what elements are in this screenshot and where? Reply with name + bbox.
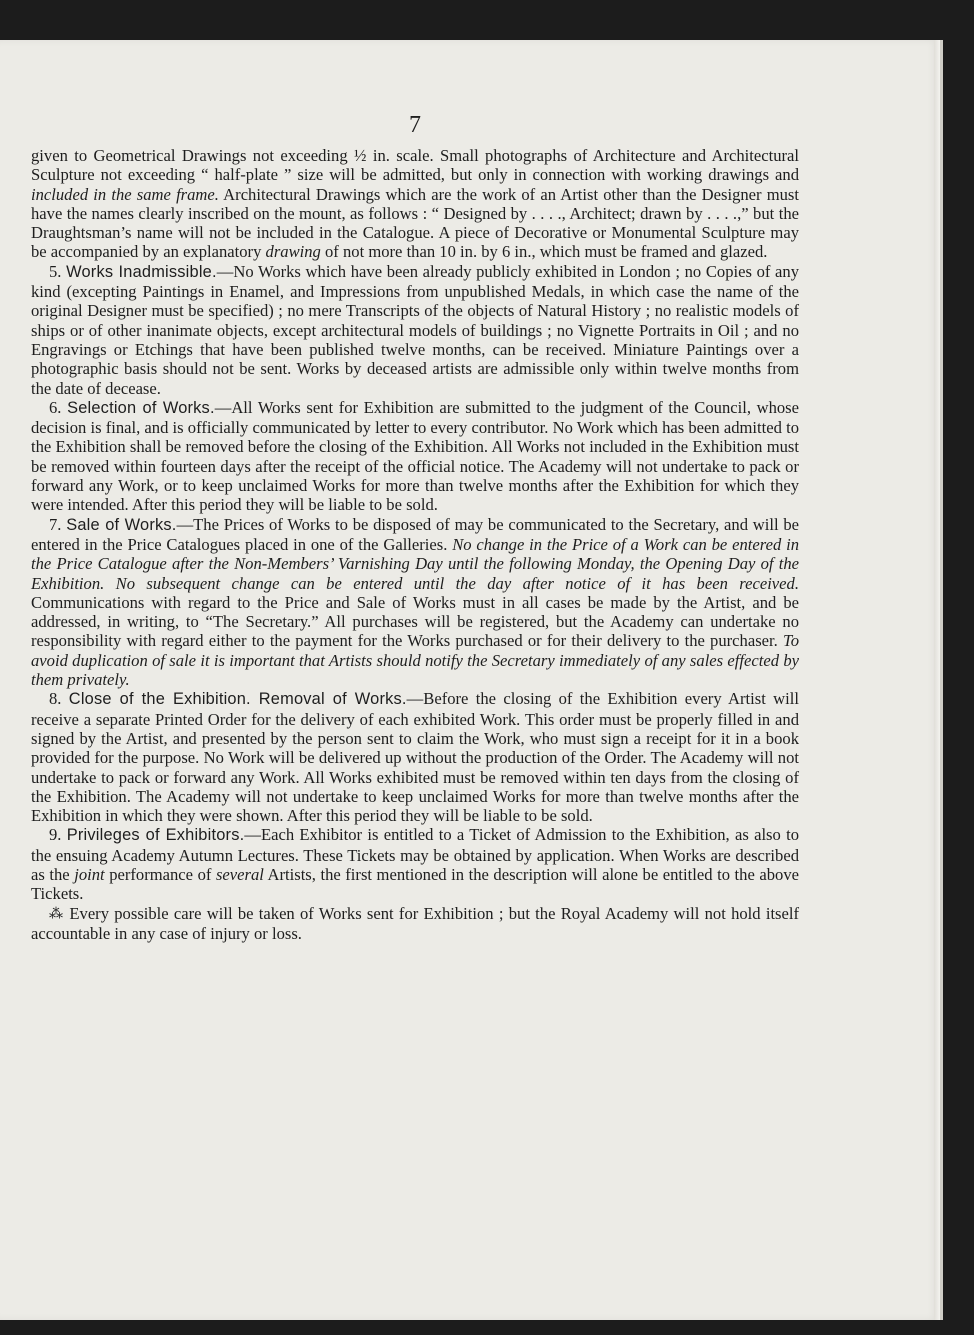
page-number: 7 [409,112,421,138]
section-9-italic-2: several [215,864,264,884]
section-5-body: —No Works which have been already publicly exhibited in London ; no Copies of any kind (excepting Paintings in Enamel, and Impressions from unpublished Medals, in which case the name of the original Designer must be specified) ; no mere Transcripts of the objects of Natural History ; no realistic models of ships or of other inanimate objects, except architectural models of buildings ; no Vignette Portraits in Oil ; and no Engravings or Etchings that have been published twelve months, can be received. Miniature Paintings over a photographic basis should not be sent. Works by deceased artists are admissible only within twelve months from the date of decease. [31,261,800,398]
section-9-italic-1: joint [74,864,105,884]
section-9 [31,825,799,903]
intro-text-4: of not more than 10 in. by 6 in., which must be framed and glazed. [320,242,768,262]
section-7-italic-1: No change in the Price of a Work can be entered in the Price Catalogue after the Non-Members’ Varnishing Day until the following Monday, the Opening Day of the Exhibition. No subsequent change can be entered until the day after notice of it has been received. [31,534,799,593]
asterism-icon: ⁂ [49,906,65,922]
book-page [0,40,943,1320]
intro-fraction: ½ [354,146,367,165]
page-body [31,146,799,943]
section-8-heading: Close of the Exhibition. Removal of Works. [68,690,407,709]
section-9-number: 9. [49,825,62,845]
section-8-body: —Before the closing of the Exhibition every Artist will receive a separate Printed Order for the delivery of each exhibited Work. This order must be properly filled in and signed by the Artist, and presented by the person sent to claim the Work, who must sign a receipt for it in a book provided for the purpose. No Work will be delivered up without the production of the Order. The Academy will not undertake to pack or forward any Work. All Works exhibited must be removed within ten days from the closing of the Exhibition. The Academy will not undertake to keep unclaimed Works for more than twelve months after the Exhibition in which they were shown. After this period they will be liable to be sold. [31,689,800,826]
section-7-text-2: Communications with regard to the Price and Sale of Works must in all cases be made by the Artist, and be addressed, in writing, to “The Secretary.” All purchases will be registered, but the Academy can undertake no responsibility with regard either to the payment for the Works purchased or for their delivery to the purchaser. [31,592,799,651]
section-9-text-3: Artists, the first mentioned in the description will alone be entitled to the above Tickets. [31,864,799,904]
section-7-number: 7. [49,514,62,534]
section-7 [31,515,799,690]
section-8-number: 8. [49,689,62,709]
intro-paragraph [31,146,799,262]
page-edge [934,40,940,1320]
section-6 [31,398,799,515]
care-note-body: Every possible care will be taken of Works sent for Exhibition ; but the Royal Academy will not hold itself accountable in any case of injury or loss. [31,903,800,943]
section-7-italic-2: To avoid duplication of sale it is important that Artists should notify the Secretary immediately of any sales effected by them privately. [31,631,799,690]
intro-text-1: given to Geometrical Drawings not exceeding [31,146,355,165]
section-5 [31,262,799,398]
intro-text-3: Architectural Drawings which are the work of an Artist other than the Designer must have the names clearly inscribed on the mount, as follows : “ Designed by . . . ., Architect; drawn by . . . .,” but the Draughtsman’s name will not be included in the Catalogue. A piece of Decorative or Monumental Sculpture may be accompanied by an explanatory [31,184,799,262]
intro-italic-2: drawing [265,242,321,262]
section-8 [31,689,799,825]
section-5-heading: Works Inadmissible. [66,262,217,281]
section-6-body: —All Works sent for Exhibition are submitted to the judgment of the Council, whose decision is final, and is officially communicated by letter to every contributor. No Work which has been admitted to the Exhibition shall be removed before the closing of the Exhibition. All Works not included in the Exhibition must be removed within fourteen days after the receipt of the official notice. The Academy will not undertake to pack or forward any Work, or to keep unclaimed Works for more than twelve months after the Exhibition for which they were intended. After this period they will be liable to be sold. [31,397,800,515]
care-note [31,904,799,944]
section-6-heading: Selection of Works. [67,398,215,417]
section-9-text-2: performance of [104,864,216,884]
section-7-heading: Sale of Works. [66,515,177,534]
intro-italic-1: included in the same frame. [31,184,219,204]
section-9-heading: Privileges of Exhibitors. [66,826,245,845]
section-9-text-1: —Each Exhibitor is entitled to a Ticket of Admission to the Exhibition, as also to the ensuing Academy Autumn Lectures. These Tickets may be obtained by application. When Works are described as the [31,825,799,884]
section-6-number: 6. [49,397,62,417]
section-5-number: 5. [49,261,62,281]
intro-text-2: in. scale. Small photographs of Architecture and Architectural Sculpture not exceeding “ half-plate ” size will be admitted, but only in connection with working drawings and [31,146,799,185]
section-7-text-1: —The Prices of Works to be disposed of may be communicated to the Secretary, and will be entered in the Price Catalogues placed in one of the Galleries. [31,514,800,554]
